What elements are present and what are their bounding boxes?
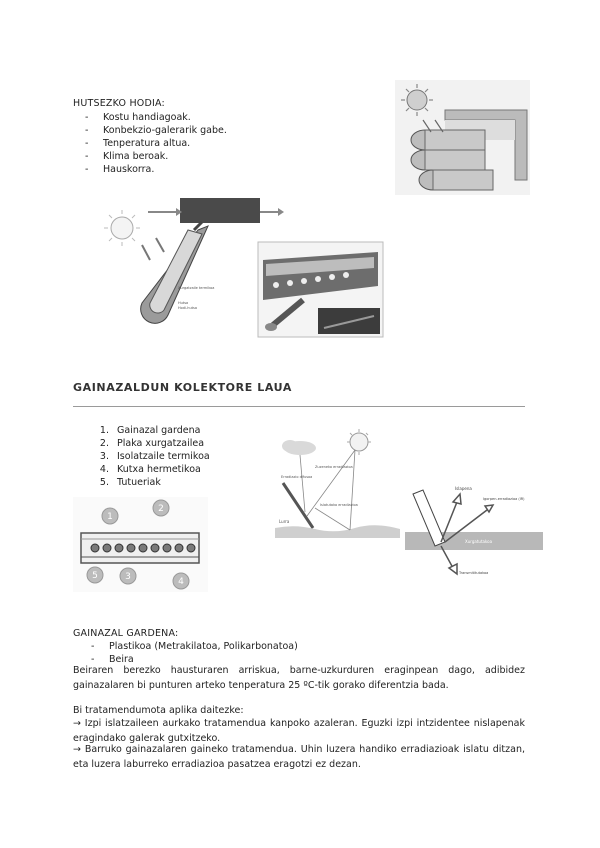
transparent-surface-heading: GAINAZAL GARDENA: xyxy=(73,628,179,639)
figure-label: Lurra xyxy=(279,519,290,524)
vacuum-tube-list xyxy=(73,111,373,176)
vacuum-tubes-sun-image xyxy=(395,80,530,195)
list-item: - Konbekzio-galerarik gabe. xyxy=(73,124,373,137)
figure-label: Xurgatutakoa xyxy=(465,539,493,544)
list-item: 2. Plaka xurgatzailea xyxy=(99,438,205,449)
section-divider xyxy=(73,406,525,407)
radiation-diagram xyxy=(275,428,400,538)
list-item: - Kostu handiagoak. xyxy=(73,111,373,124)
treatment-item: → Barruko gainazalaren gaineko tratamendua. Uhin luzera handiko erradiazioak islatu ditzan, eta luzera laburreko erradiazioa pasatzea eragotzi ez dezan. xyxy=(73,744,525,770)
part-number: 2 xyxy=(158,504,164,514)
list-item: 3. Isolatzaile termikoa xyxy=(99,451,210,462)
figure-label: Xurgatzaile termikoa xyxy=(178,286,215,290)
sun-icon xyxy=(104,210,140,246)
paragraph: Beiraren berezko hausturaren arriskua, barne-uzkurduren eraginpean dago, adibidez gainazalaren bi punturen arteko tenperatura 25 ºC-tik gorako diferentzia bada. xyxy=(73,665,525,691)
collector-parts-list xyxy=(91,424,210,489)
flat-collector-title: GAINAZALDUN KOLEKTORE LAUA xyxy=(73,381,292,394)
figure-label: Hutsa xyxy=(178,301,189,305)
list-item: 4. Kutxa hermetikoa xyxy=(99,464,201,475)
figure-label: Hodi-hutsa xyxy=(178,306,198,310)
list-item: 1. Gainazal gardena xyxy=(99,425,201,436)
list-item: - Klima beroak. xyxy=(73,150,373,163)
figure-label: Igorpen-erradiazioa (IR) xyxy=(483,497,525,501)
vacuum-tube-diagram xyxy=(98,190,388,340)
list-item: - Beira xyxy=(79,653,379,666)
cloud-icon xyxy=(282,440,316,455)
figure-label: Transmititutakoa xyxy=(459,571,489,575)
sun-icon xyxy=(347,429,371,455)
paragraph-intro: Bi tratamendumota aplika daitezke: xyxy=(73,705,244,716)
vacuum-tube-heading: HUTSEZKO HODIA: xyxy=(73,98,165,109)
transmission-diagram xyxy=(405,480,543,578)
list-item: - Plastikoa (Metrakilatoa, Polikarbonatoa) xyxy=(79,640,379,653)
list-item: - Hauskorra. xyxy=(73,163,373,176)
treatment-item: → Izpi islatzaileen aurkako tratamendua kanpoko azaleran. Eguzki izpi intzidentee nislapenak eragindako galerak gutxitzeko. xyxy=(73,718,525,744)
part-number: 5 xyxy=(92,571,98,581)
part-number: 3 xyxy=(125,572,131,582)
figure-label: Islapena xyxy=(455,486,472,491)
figure-label: Erradiazio difusoa xyxy=(281,475,313,479)
part-number: 1 xyxy=(107,512,113,522)
collector-cross-section xyxy=(73,497,208,592)
figure-label: Zuzeneko erradiazioa xyxy=(315,465,353,469)
part-number: 4 xyxy=(178,577,184,587)
list-item: 5. Tutueriak xyxy=(99,477,161,488)
list-item: - Tenperatura altua. xyxy=(73,137,373,150)
figure-label: Islatutako erradiazioa xyxy=(320,503,358,507)
